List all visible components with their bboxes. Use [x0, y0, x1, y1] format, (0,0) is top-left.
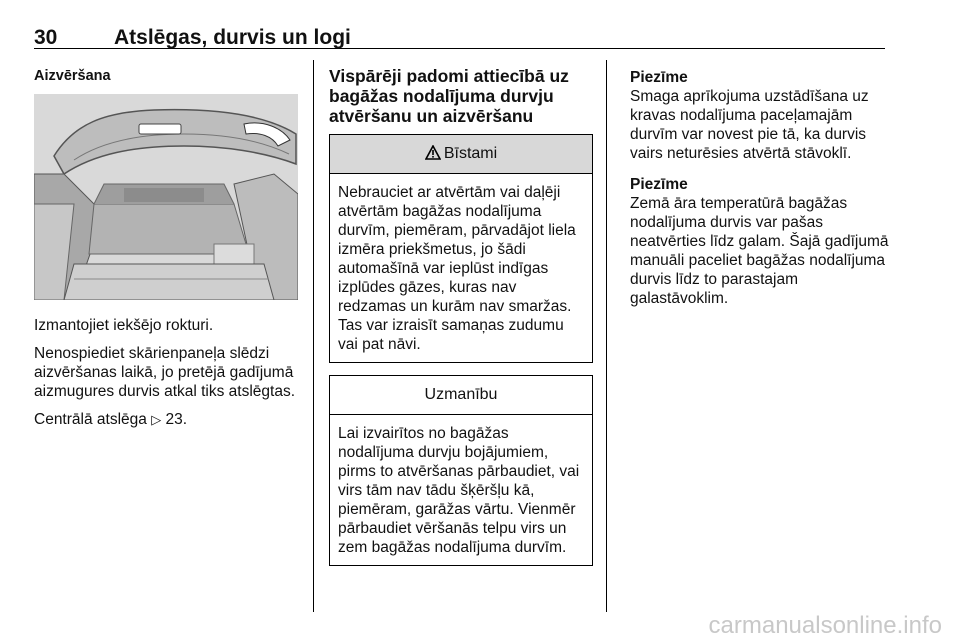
note-title: Piezīme — [630, 69, 688, 86]
page-number: 30 — [34, 26, 58, 49]
note-text: Smaga aprīkojuma uzstādīšana uz kravas nodalījuma paceļamajām durvīm var novest pie tā, ka durvis vairs neturēsies atvērtā stāvoklī. — [630, 88, 869, 162]
middle-column — [329, 60, 593, 578]
right-column — [630, 60, 890, 308]
reference-text: Centrālā atslēga — [34, 411, 147, 428]
reference-arrow-icon: ▷ — [151, 412, 162, 427]
closing-subheading: Aizvēršana — [34, 68, 111, 84]
page-header — [34, 26, 885, 49]
paragraph: Izmantojiet iekšējo rokturi. — [34, 317, 214, 334]
warning-triangle-icon — [425, 145, 441, 160]
paragraph: Nenospiediet skārienpaneļa slēdzi aizvēršanas laikā, jo pretējā gadījumā aizmugures durvis atkal tiks atslēgtas. — [34, 345, 296, 400]
danger-label: Bīstami — [443, 145, 498, 162]
note-title: Piezīme — [630, 176, 688, 193]
column-divider — [313, 60, 314, 612]
danger-box — [329, 134, 593, 363]
caution-box — [329, 375, 593, 566]
reference-page: 23. — [165, 411, 188, 428]
open-tailgate-illustration — [34, 94, 298, 300]
cross-reference — [34, 410, 298, 429]
caution-box-header — [330, 376, 592, 415]
danger-box-header — [330, 135, 592, 174]
caution-text: Lai izvairītos no bagāžas nodalījuma durvju bojājumiem, pirms to atvēršanas pārbaudiet, vai virs tām nav tādu šķēršļu kā, piemēram, garāžas vārtu. Vienmēr pārbaudiet vēršanās telpu virs un zem bagāžas nodalījuma durvīm. — [338, 425, 580, 556]
watermark: carmanualsonline.info — [708, 612, 942, 639]
caution-label: Uzmanību — [424, 386, 498, 403]
danger-text: Nebrauciet ar atvērtām vai daļēji atvērtām bagāžas nodalījuma durvīm, piemēram, pārvadājot liela izmēra priekšmetus, jo šādi automašīnā var ieplūst indīgas izplūdes gāzes, kuras nav redzamas un kurām nav smaržas. Tas var izraisīt samaņas zudumu vai pat nāvi. — [338, 184, 576, 353]
note-text: Zemā āra temperatūrā bagāžas nodalījuma durvis var pašas neatvērties līdz galam. Šajā gadījumā manuāli paceliet bagāžas nodalījuma durvis līdz to parastajam galastāvoklim. — [630, 195, 889, 307]
section-title: Vispārēji padomi attiecībā uz bagāžas nodalījuma durvju atvēršanu un aizvēršanu — [329, 66, 569, 126]
column-divider — [606, 60, 607, 612]
left-column — [34, 60, 298, 429]
chapter-title: Atslēgas, durvis un logi — [114, 26, 351, 49]
